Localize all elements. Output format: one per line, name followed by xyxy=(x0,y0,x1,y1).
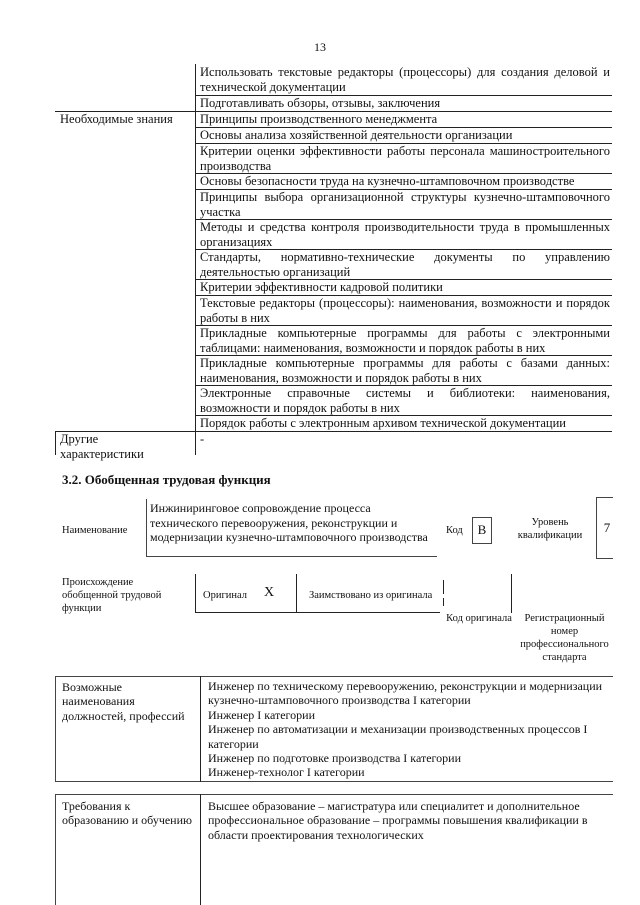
positions-list xyxy=(208,679,613,780)
knowledge-row: Стандарты, нормативно-технические документы по управлению деятельностью организаций xyxy=(200,250,610,279)
knowledge-row: Прикладные компьютерные программы для работы с базами данных: наименования, возможности и порядок работы в них xyxy=(200,356,610,385)
knowledge-row: Принципы выбора организационной структуры кузнечно-штамповочного участка xyxy=(200,190,610,219)
positions-label: Возможные наименования должностей, профессий xyxy=(62,680,185,723)
knowledge-table xyxy=(55,64,612,461)
other-value: - xyxy=(200,432,205,446)
knowledge-row: Прикладные компьютерные программы для работы с электронными таблицами: наименования, возможности и порядок работы в них xyxy=(200,326,610,355)
name-label: Наименование xyxy=(62,525,128,536)
position-item: Инженер по техническому перевооружению, реконструкции и модернизации кузнечно-штамповочного производства I категории xyxy=(208,679,603,708)
skill-row: Использовать текстовые редакторы (процессоры) для создания деловой и технической документации xyxy=(200,65,610,94)
reg-number-label: Регистрационный номер профессионального стандарта xyxy=(520,613,609,663)
knowledge-row: Основы анализа хозяйственной деятельности организации xyxy=(200,128,513,142)
knowledge-row: Электронные справочные системы и библиотеки: наименования, возможности и порядок работы в них xyxy=(200,386,610,415)
origin-label: Происхождение обобщенной трудовой функции xyxy=(62,577,162,614)
level-value: 7 xyxy=(603,520,611,535)
knowledge-row: Основы безопасности труда на кузнечно-штамповочном производстве xyxy=(200,174,575,188)
code-label: Код xyxy=(446,525,463,536)
level-label: Уровень квалификации xyxy=(517,517,583,541)
knowledge-label: Необходимые знания xyxy=(60,112,173,126)
code-original-label: Код оригинала xyxy=(446,613,512,624)
knowledge-row: Порядок работы с электронным архивом технической документации xyxy=(200,416,566,430)
knowledge-row: Текстовые редакторы (процессоры): наименования, возможности и порядок работы в них xyxy=(200,296,610,325)
position-item: Инженер по автоматизации и механизации производственных процессов I категории xyxy=(208,722,588,751)
page-number: 13 xyxy=(314,40,326,54)
other-label: Другие характеристики xyxy=(60,432,144,461)
education-label: Требования к образованию и обучению xyxy=(62,799,192,828)
position-item: Инженер I категории xyxy=(208,707,315,722)
original-label: Оригинал xyxy=(203,590,247,601)
section-title: 3.2. Обобщенная трудовая функция xyxy=(62,472,271,487)
column-divider xyxy=(200,794,201,905)
position-item: Инженер-технолог I категории xyxy=(208,765,365,780)
borrowed-label: Заимствовано из оригинала xyxy=(309,590,433,601)
position-item: Инженер по подготовке производства I категории xyxy=(208,751,462,766)
knowledge-row: Критерии эффективности кадровой политики xyxy=(200,280,443,294)
education-item: Высшее образование – магистратура или специалитет и дополнительное профессиональное образование – программы повышения квалификации в области проектирования технологических xyxy=(208,799,588,842)
knowledge-row: Методы и средства контроля производительности труда в промышленных организациях xyxy=(200,220,610,249)
function-name: Инжиниринговое сопровождение процесса технического перевооружения, реконструкции и модернизации кузнечно-штамповочного производства xyxy=(150,501,428,544)
knowledge-row: Критерии оценки эффективности работы персонала машиностроительного производства xyxy=(200,144,610,173)
knowledge-row: Принципы производственного менеджмента xyxy=(200,112,438,126)
original-mark: X xyxy=(264,585,275,600)
column-divider xyxy=(200,676,201,782)
skill-row: Подготавливать обзоры, отзывы, заключения xyxy=(200,96,441,110)
column-divider xyxy=(195,64,196,455)
left-border xyxy=(55,431,56,455)
code-value: B xyxy=(477,522,487,537)
